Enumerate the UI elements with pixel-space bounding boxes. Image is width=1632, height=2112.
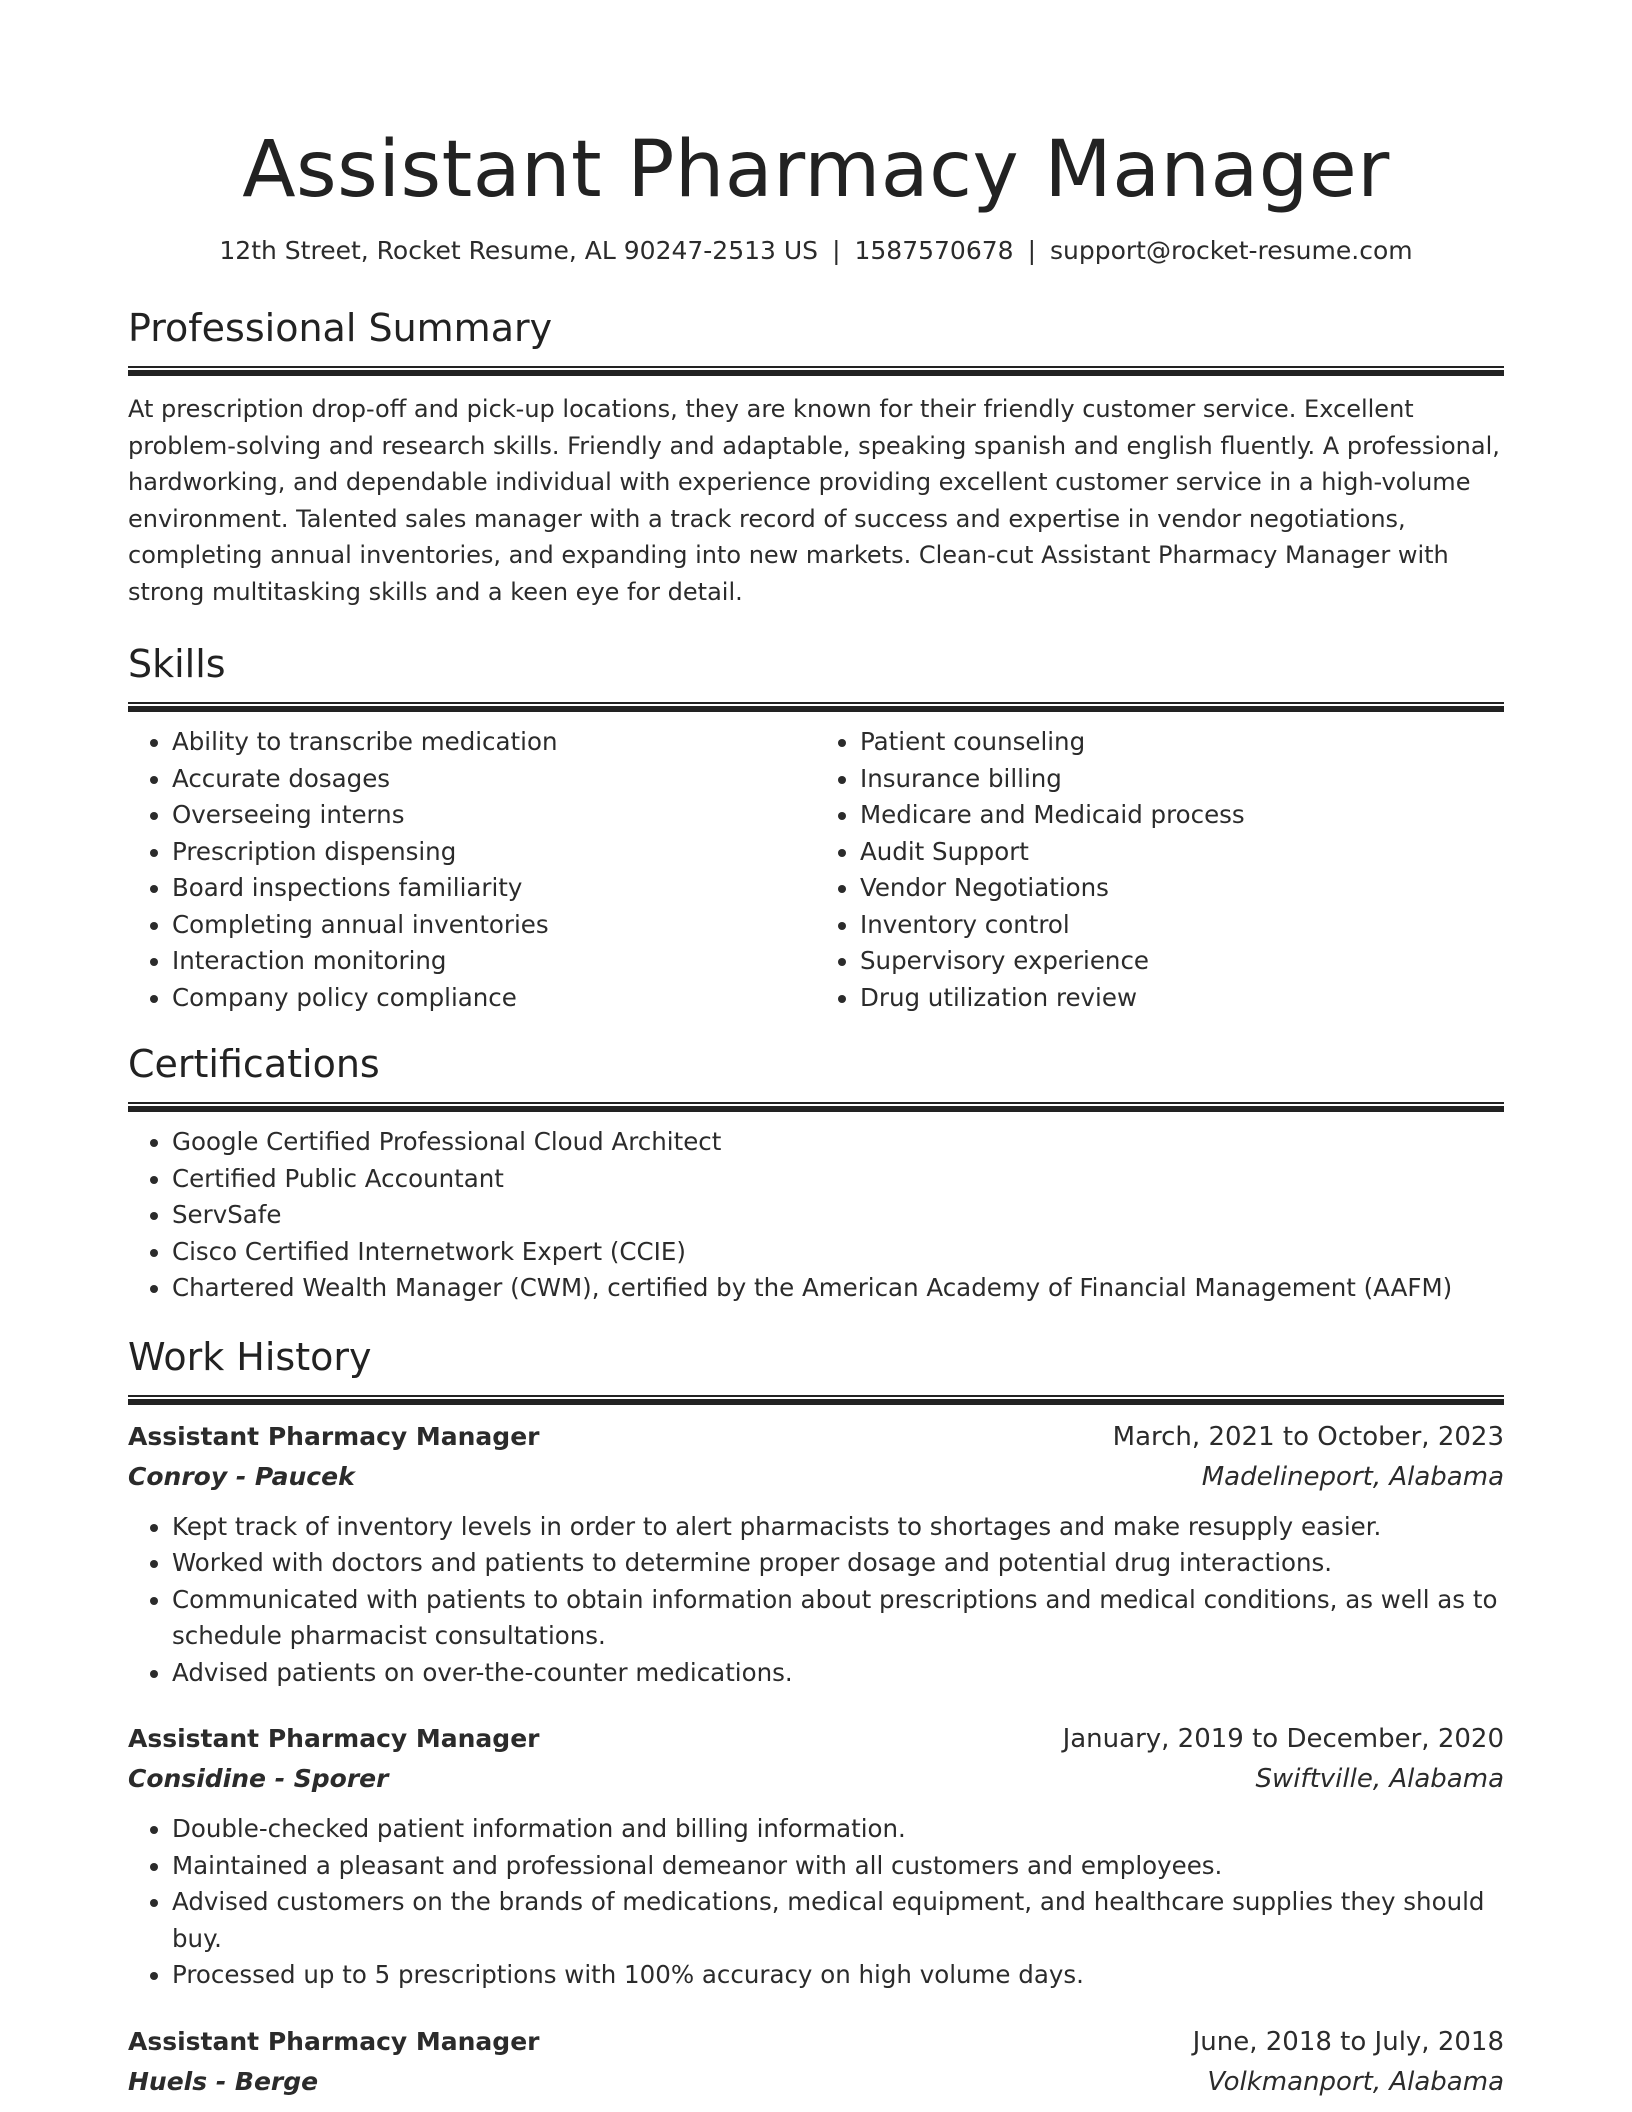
summary-section <box>128 304 1504 610</box>
certifications-heading: Certifications <box>128 1042 380 1086</box>
job-title: Assistant Pharmacy Manager <box>128 1421 540 1451</box>
job-bullet: • Maintained a pleasant and professional demeanor with all customers and employees. <box>172 1848 1504 1885</box>
certification-item: • Google Certified Professional Cloud Architect <box>172 1124 1504 1161</box>
job-dates: June, 2018 to July, 2018 <box>1192 2026 1504 2057</box>
job-company: Considine - Sporer <box>128 1764 389 1793</box>
skills-heading: Skills <box>128 642 226 686</box>
certifications-section <box>128 1040 1504 1307</box>
skill-item: • Vendor Negotiations <box>860 870 1504 907</box>
skill-item: • Accurate dosages <box>172 761 816 798</box>
section-divider <box>128 702 1504 712</box>
certification-item: • ServSafe <box>172 1197 1504 1234</box>
job-company: Huels - Berge <box>128 2066 319 2096</box>
certification-item: • Chartered Wealth Manager (CWM), certified by the American Academy of Financial Management (AAFM) <box>172 1270 1504 1307</box>
skill-item: • Interaction monitoring <box>172 943 816 980</box>
skill-item: • Ability to transcribe medication <box>172 724 816 761</box>
certification-item: • Certified Public Accountant <box>172 1161 1504 1198</box>
job-bullet: • Communicated with patients to obtain information about prescriptions and medical conditions, as well as to schedule pharmacist consultations. <box>172 1582 1504 1655</box>
job-bullet: • Processed up to 5 prescriptions with 100% accuracy on high volume days. <box>172 1957 1504 1994</box>
skill-item: • Insurance billing <box>860 761 1504 798</box>
job-bullet-list <box>128 1811 1504 1994</box>
work-history-heading: Work History <box>128 1334 372 1379</box>
job-location: Swiftville, Alabama <box>1255 1764 1504 1794</box>
job-dates: January, 2019 to December, 2020 <box>1062 1724 1504 1754</box>
contact-separator: | <box>832 236 841 265</box>
certification-item: • Cisco Certified Internetwork Expert (CCIE) <box>172 1234 1504 1271</box>
skill-item: • Medicare and Medicaid process <box>860 797 1504 834</box>
summary-text: At prescription drop-off and pick-up locations, they are known for their friendly customer service. Excellent problem-solving and research skills. Friendly and adaptable, speaking spanish and english fluently. A professional, hardworking, and dependable individual with experience providing excellent customer service in a high-volume environment. Talented sales manager with a track record of success and expertise in vendor negotiations, completing annual inventories, and expanding into new markets. Clean-cut Assistant Pharmacy Manager with strong multitasking skills and a keen eye for detail. <box>128 395 1500 606</box>
certifications-list <box>128 1124 1504 1307</box>
job-entry <box>128 1417 1504 1692</box>
contact-separator: | <box>1027 236 1036 265</box>
job-location: Madelineport, Alabama <box>1201 1461 1504 1492</box>
skill-item: • Patient counseling <box>860 724 1504 761</box>
skill-item: • Audit Support <box>860 834 1504 871</box>
job-title: Assistant Pharmacy Manager <box>128 1724 540 1753</box>
contact-phone: 1587570678 <box>854 236 1014 265</box>
contact-line <box>128 234 1504 268</box>
skill-item: • Inventory control <box>860 907 1504 944</box>
skills-columns <box>128 724 1504 1016</box>
skill-item: • Completing annual inventories <box>172 907 816 944</box>
job-title: Assistant Pharmacy Manager <box>128 2026 540 2056</box>
skills-section <box>128 640 1504 1016</box>
contact-address: 12th Street, Rocket Resume, AL 90247-2513 US <box>219 236 819 265</box>
summary-heading: Professional Summary <box>128 306 553 350</box>
job-entry <box>128 2022 1504 2102</box>
job-bullet: • Worked with doctors and patients to determine proper dosage and potential drug interactions. <box>172 1545 1504 1582</box>
job-company: Conroy - Paucek <box>128 1461 355 1491</box>
section-divider <box>128 366 1504 376</box>
work-history-section <box>128 1333 1504 2102</box>
section-divider <box>128 1102 1504 1112</box>
skill-item: • Company policy compliance <box>172 980 816 1017</box>
job-location: Volkmanport, Alabama <box>1207 2066 1504 2097</box>
resume-page <box>128 0 1504 2102</box>
job-bullet: • Kept track of inventory levels in order to alert pharmacists to shortages and make resupply easier. <box>172 1509 1504 1546</box>
job-bullet: • Advised patients on over-the-counter medications. <box>172 1655 1504 1692</box>
job-bullet: • Advised customers on the brands of medications, medical equipment, and healthcare supplies they should buy. <box>172 1884 1504 1957</box>
resume-name: Assistant Pharmacy Manager <box>242 125 1390 215</box>
job-bullet-list <box>128 1509 1504 1692</box>
skill-item: • Prescription dispensing <box>172 834 816 871</box>
skill-item: • Drug utilization review <box>860 980 1504 1017</box>
job-dates: March, 2021 to October, 2023 <box>1112 1421 1504 1452</box>
section-divider <box>128 1395 1504 1405</box>
skills-list-left <box>128 724 816 1016</box>
job-entry <box>128 1719 1504 1994</box>
skill-item: • Supervisory experience <box>860 943 1504 980</box>
job-bullet: • Double-checked patient information and billing information. <box>172 1811 1504 1848</box>
skills-list-right <box>816 724 1504 1016</box>
skill-item: • Board inspections familiarity <box>172 870 816 907</box>
contact-email: support@rocket-resume.com <box>1050 236 1413 265</box>
skill-item: • Overseeing interns <box>172 797 816 834</box>
